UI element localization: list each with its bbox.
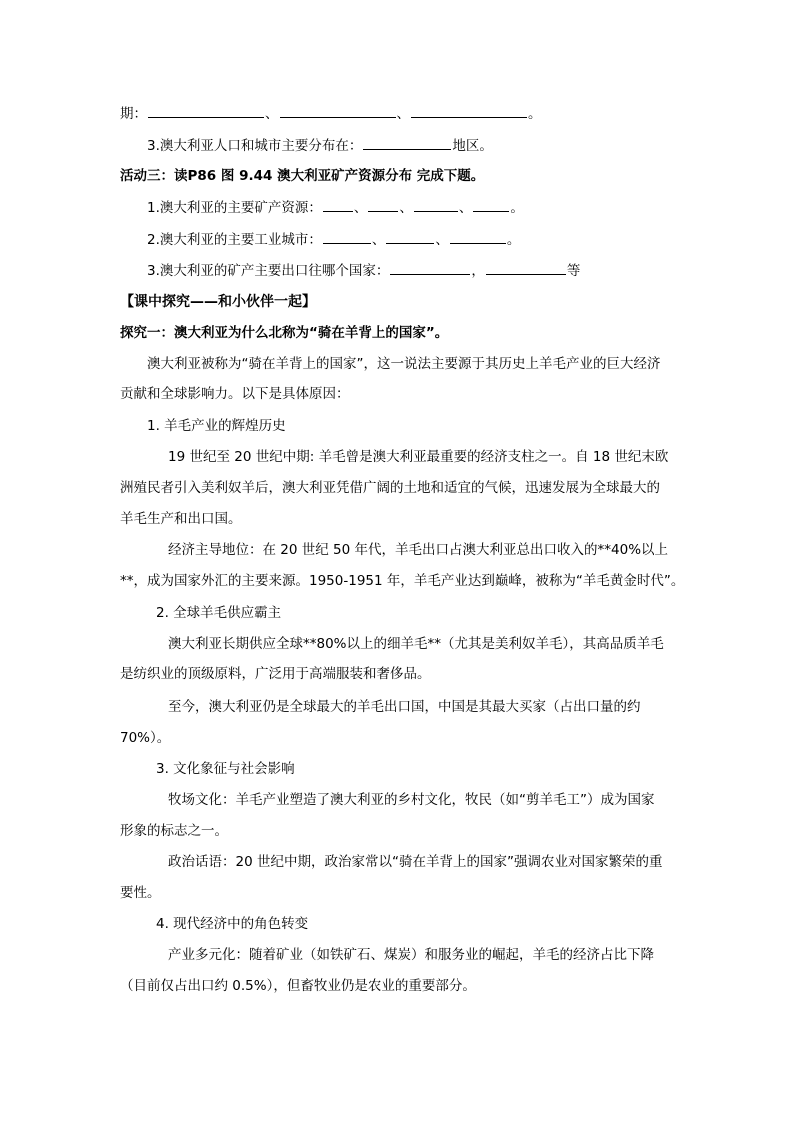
paragraph-line: **，成为国家外汇的主要来源。1950-1951 年，羊毛产业达到巅峰，被称为“羊毛黄金时代”。	[120, 573, 685, 589]
paragraph-line: 产业多元化：随着矿业（如铁矿石、煤炭）和服务业的崛起，羊毛的经济占比下降	[168, 947, 654, 963]
intro-line-1: 澳大利亚被称为“骑在羊背上的国家”，这一说法主要源于其历史上羊毛产业的巨大经济	[147, 356, 661, 372]
question-text: 2.澳大利亚的主要工业城市：	[147, 232, 322, 248]
question-text: 3.澳大利亚的矿产主要出口往哪个国家：	[147, 263, 390, 279]
separator: 、	[353, 200, 368, 216]
question-industrial-cities	[147, 230, 520, 250]
separator: 、	[399, 200, 413, 216]
line-end: 等	[566, 263, 581, 279]
item-heading: 3. 文化象征与社会影响	[156, 761, 295, 777]
paragraph-line: 70%）。	[120, 730, 171, 746]
answer-blank[interactable]	[486, 261, 566, 275]
intro-line-2: 贡献和全球影响力。以下是具体原因：	[120, 386, 350, 402]
item-heading: 2. 全球羊毛供应霸主	[156, 605, 282, 621]
answer-blank[interactable]	[323, 198, 353, 212]
explore-one-title: 探究一：澳大利亚为什么北称为“骑在羊背上的国家”。	[120, 325, 449, 341]
line-prefix: 期：	[120, 106, 147, 122]
separator: 、	[458, 200, 473, 216]
line-end: 。	[506, 232, 521, 248]
item-heading: 1. 羊毛产业的辉煌历史	[147, 418, 286, 434]
answer-blank[interactable]	[414, 198, 458, 212]
answer-blank[interactable]	[450, 230, 506, 244]
answer-blank[interactable]	[363, 136, 451, 150]
separator: ，	[471, 263, 485, 279]
paragraph-line: 洲殖民者引入美利奴羊后，澳大利亚凭借广阔的土地和适宜的气候，迅速发展为全球最大的	[120, 480, 660, 496]
answer-blank[interactable]	[390, 261, 470, 275]
question-text: 1.澳大利亚的主要矿产资源：	[147, 200, 322, 216]
separator: 、	[396, 106, 410, 122]
line-end: 。	[510, 200, 524, 216]
paragraph-line: 羊毛生产和出口国。	[120, 511, 242, 527]
answer-blank[interactable]	[368, 198, 398, 212]
paragraph-line: 是纺织业的顶级原料，广泛用于高端服装和奢侈品。	[120, 666, 431, 682]
answer-blank[interactable]	[411, 104, 527, 118]
paragraph-line: 政治话语：20 世纪中期，政治家常以“骑在羊背上的国家”强调农业对国家繁荣的重	[168, 854, 663, 870]
answer-blank[interactable]	[386, 230, 434, 244]
paragraph-line: 形象的标志之一。	[120, 823, 228, 839]
separator: 、	[371, 232, 386, 248]
paragraph-line: 经济主导地位：在 20 世纪 50 年代，羊毛出口占澳大利亚总出口收入的**40%以上	[168, 542, 669, 558]
question-export-country	[147, 261, 580, 281]
separator: 、	[265, 106, 279, 122]
line-end: 。	[528, 106, 542, 122]
fill-in-line-period	[120, 104, 542, 124]
paragraph-line: 澳大利亚长期供应全球**80%以上的细羊毛**（尤其是美利奴羊毛），其高品质羊毛	[168, 636, 664, 652]
paragraph-line: 至今，澳大利亚仍是全球最大的羊毛出口国，中国是其最大买家（占出口量的约	[168, 699, 641, 715]
activity-three-title: 活动三：读P86 图 9.44 澳大利亚矿产资源分布 完成下题。	[120, 168, 485, 184]
answer-blank[interactable]	[280, 104, 396, 118]
question-minerals	[147, 198, 524, 218]
answer-blank[interactable]	[148, 104, 264, 118]
separator: 、	[435, 232, 449, 248]
question-population	[147, 136, 493, 156]
paragraph-line: 19 世纪至 20 世纪中期: 羊毛曾是澳大利亚最重要的经济支柱之一。自 18 世纪末欧	[168, 449, 669, 465]
paragraph-line: （目前仅占出口约 0.5%），但畜牧业仍是农业的重要部分。	[120, 978, 476, 994]
answer-blank[interactable]	[323, 230, 371, 244]
answer-blank[interactable]	[473, 198, 509, 212]
item-heading: 4. 现代经济中的角色转变	[156, 916, 309, 932]
question-text: 3.澳大利亚人口和城市主要分布在：	[147, 138, 363, 154]
paragraph-line: 牧场文化：羊毛产业塑造了澳大利亚的乡村文化，牧民（如“剪羊毛工”）成为国家	[168, 792, 655, 808]
section-title: 【课中探究——和小伙伴一起】	[120, 294, 316, 310]
question-suffix: 地区。	[452, 138, 493, 154]
paragraph-line: 要性。	[120, 885, 161, 901]
